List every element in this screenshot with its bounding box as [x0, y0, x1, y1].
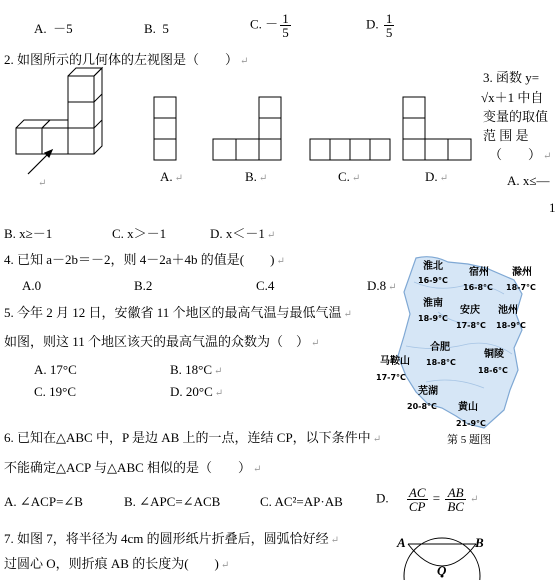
- fraction: $\frac{AC}{CP}$: [408, 485, 426, 514]
- q1-option-b: B. 5: [144, 21, 169, 36]
- q3-option-a: A. x≤—: [507, 173, 550, 188]
- q3-option-c: C. x＞－1: [112, 226, 167, 241]
- city-name: 合肥: [430, 342, 450, 353]
- q6-option-b: B. ∠APC=∠ACB: [124, 494, 221, 509]
- q6-line-1: 6. 已知在△ABC 中，P 是边 AB 上的一点，连结 CP，以下条件中 ↵: [4, 430, 382, 445]
- q2-option-b-label: B. ↵: [245, 169, 268, 184]
- city-temp: 20-8°C: [407, 402, 437, 411]
- city-temp: 17-7°C: [376, 373, 406, 382]
- fraction: $\frac{AB}{BC}$: [447, 485, 464, 514]
- city-name: 淮南: [423, 298, 443, 309]
- q1-option-a: A. －5: [34, 21, 73, 36]
- q2-option-d-label: D. ↵: [425, 169, 449, 184]
- q3-line-5: （ ） ↵: [489, 147, 552, 162]
- q2-option-a-label: A. ↵: [160, 169, 184, 184]
- q4-option-a: A.0: [22, 278, 42, 293]
- city-temp: 18-7°C: [506, 283, 536, 292]
- city-name: 滁州: [512, 267, 532, 278]
- fraction: $\frac{1}{5}$: [282, 11, 289, 40]
- q2-solid-figure: [10, 78, 120, 188]
- q5-line-2: 如图，则这 11 个地区该天的最高气温的众数为（ ） ↵: [4, 334, 320, 349]
- q6-option-c: C. AC²=AP·AB: [260, 494, 343, 509]
- q2-option-c-label: C. ↵: [338, 169, 361, 184]
- q5-option-b: B. 18°C ↵: [170, 362, 223, 377]
- q2-view-b: [212, 96, 302, 176]
- fraction: $\frac{1}{5}$: [385, 11, 393, 40]
- q5-option-d: D. 20°C ↵: [170, 384, 224, 399]
- q3-line-1: 3. 函数 y=: [483, 70, 540, 85]
- city-name: 马鞍山: [380, 356, 410, 367]
- q3-line-2: √x＋1 中自: [481, 90, 544, 105]
- q7-line-2: 过圆心 O，则折痕 AB 的长度为( ) ↵: [4, 556, 230, 571]
- city-name: 铜陵: [484, 349, 504, 360]
- city-name: 安庆: [460, 305, 480, 316]
- q5-option-c: C. 19°C: [34, 384, 77, 399]
- q3-line-4: 范 围 是: [483, 128, 529, 143]
- figure-caption: 第 5 题图: [447, 434, 491, 446]
- q2-view-c: [309, 138, 399, 168]
- city-temp: 18-9°C: [496, 321, 526, 330]
- q4-option-b: B.2: [134, 278, 153, 293]
- city-temp: 21-9°C: [456, 419, 486, 428]
- q2-view-a: [153, 96, 183, 176]
- q7-label-o: O: [437, 563, 447, 578]
- q3-option-d: D. x＜－1 ↵: [210, 226, 276, 241]
- city-temp: 17-8°C: [456, 321, 486, 330]
- city-name: 淮北: [423, 261, 443, 272]
- q5-line-1: 5. 今年 2 月 12 日，安徽省 11 个地区的最高气温与最低气温 ↵: [4, 305, 352, 320]
- q3-overflow-digit: 1: [549, 200, 556, 215]
- q4-stem: 4. 已知 a－2b＝－2，则 4－2a＋4b 的值是( ) ↵: [4, 252, 285, 267]
- q6-option-a: A. ∠ACP=∠B: [4, 494, 83, 509]
- q7-label-b: B: [475, 535, 484, 550]
- q1-option-c: C. － $\frac{1}{5}$: [250, 11, 289, 40]
- q6-option-d: D. $\frac{AC}{CP}$ = $\frac{AB}{BC}$ ↵: [376, 485, 479, 514]
- return-mark: ↵: [38, 178, 47, 189]
- city-temp: 16-9°C: [418, 276, 448, 285]
- q2-stem: 2. 如图所示的几何体的左视图是（ ） ↵: [4, 52, 249, 67]
- q4-option-d: D.8 ↵: [367, 278, 397, 293]
- q7-circle-figure: [396, 530, 506, 580]
- q7-line-1: 7. 如图 7，将半径为 4cm 的圆形纸片折叠后，圆弧恰好经 ↵: [4, 531, 340, 546]
- q7-label-a: A: [397, 535, 406, 550]
- city-name: 芜湖: [418, 386, 438, 397]
- city-temp: 18-8°C: [426, 358, 456, 367]
- q3-line-3: 变量的取值: [483, 109, 549, 124]
- q5-option-a: A. 17°C: [34, 362, 77, 377]
- city-temp: 18-6°C: [478, 366, 508, 375]
- q2-view-d: [402, 96, 492, 176]
- q3-option-b: B. x≥－1: [4, 226, 53, 241]
- city-temp: 16-8°C: [463, 283, 493, 292]
- city-name: 黄山: [458, 402, 478, 413]
- city-name: 池州: [498, 305, 518, 316]
- q6-line-2: 不能确定△ACP 与△ABC 相似的是（ ） ↵: [4, 460, 262, 475]
- city-temp: 18-9°C: [418, 314, 448, 323]
- q1-option-d: D. $\frac{1}{5}$: [366, 11, 393, 40]
- q4-option-c: C.4: [256, 278, 275, 293]
- city-name: 宿州: [469, 267, 489, 278]
